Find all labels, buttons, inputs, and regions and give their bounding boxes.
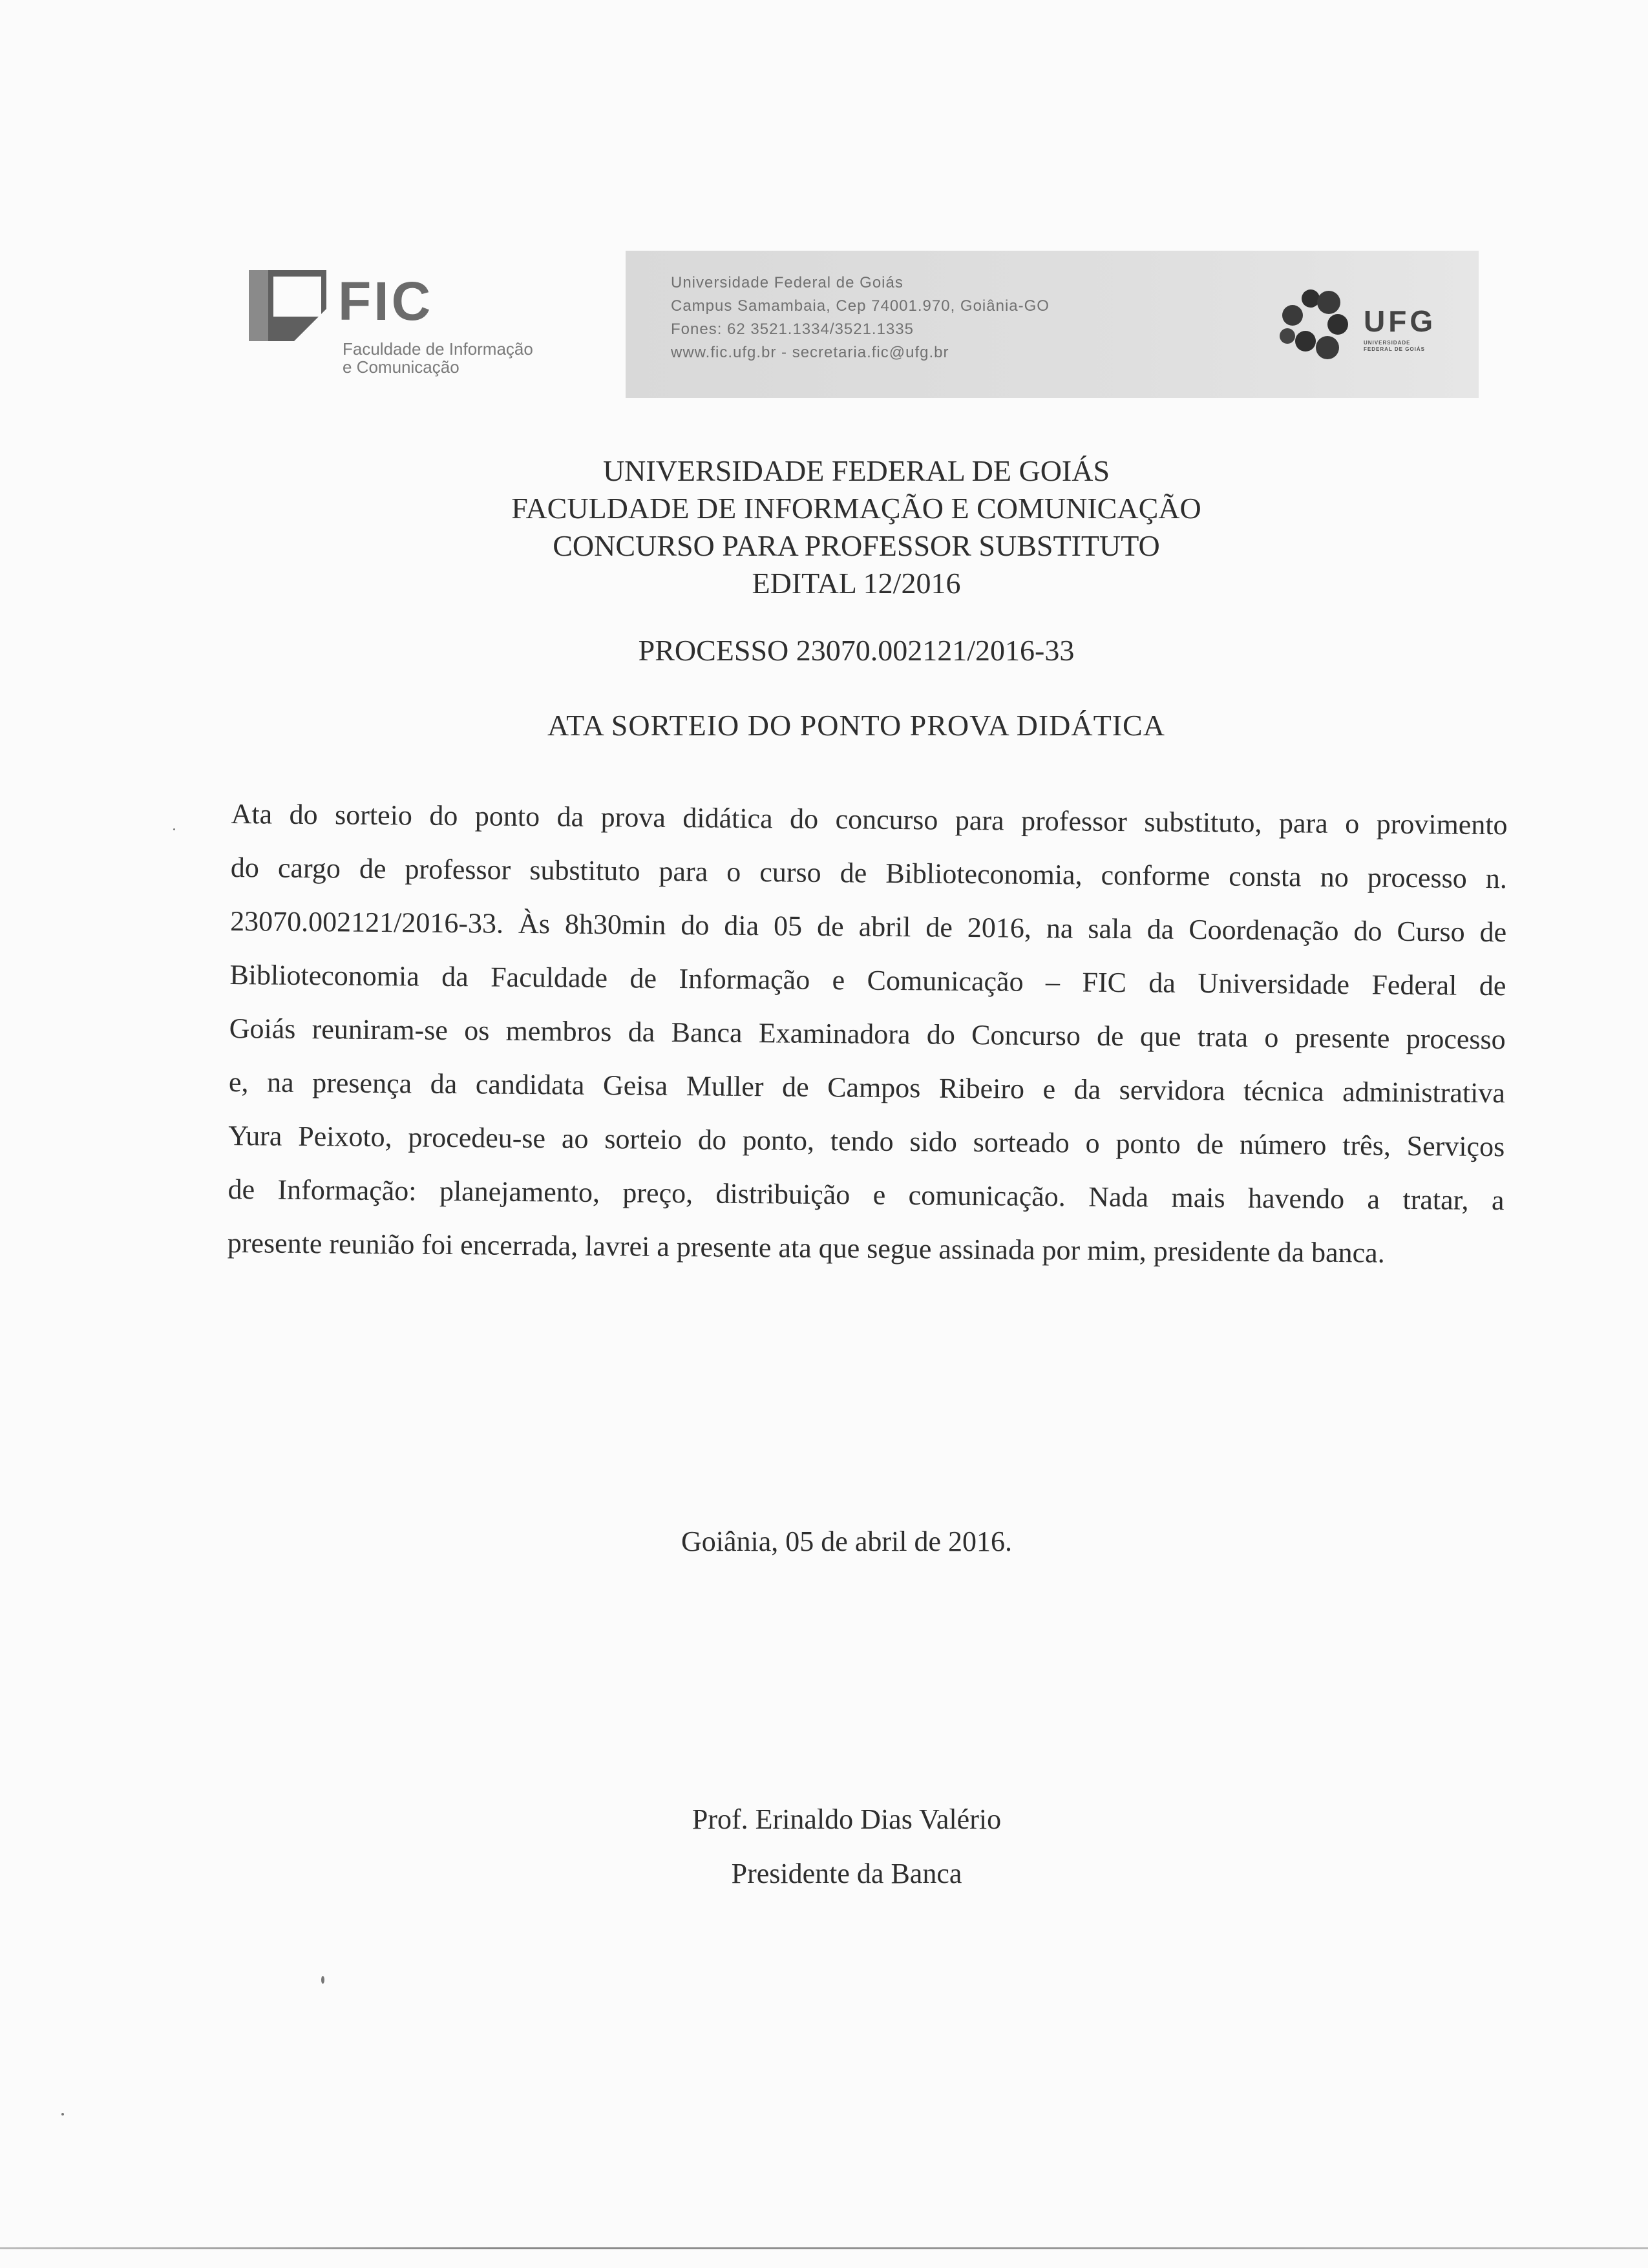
minutes-body [227, 787, 1507, 1281]
scan-speck [321, 1976, 324, 1984]
fic-subtitle-line2: e Comunicação [343, 357, 460, 377]
signer-name: Prof. Erinaldo Dias Valério [692, 1803, 1002, 1835]
ufg-name: UFG [1364, 304, 1437, 338]
body-line: do cargo de professor substituto para o curso de Biblioteconomia, conforme consta no processo n. [230, 851, 1508, 895]
body-line: de Informação: planejamento, preço, distribuição e comunicação. Nada mais havendo a tratar, a [227, 1173, 1505, 1217]
body-line: e, na presença da candidata Geisa Muller de Campos Ribeiro e da servidora técnica administrativa [228, 1066, 1506, 1109]
place-date: Goiânia, 05 de abril de 2016. [681, 1526, 1012, 1557]
ufg-subtitle-line2: FEDERAL DE GOIÁS [1364, 346, 1425, 352]
ufg-subtitle [1364, 340, 1461, 353]
body-line: Biblioteconomia da Faculdade de Informação e Comunicação – FIC da Universidade Federal de [229, 958, 1506, 1002]
scan-edge-line [0, 2247, 1648, 2249]
document-header [323, 452, 1389, 602]
ufg-subtitle-line1: UNIVERSIDADE [1364, 340, 1411, 346]
letterhead-contact [671, 271, 1050, 364]
body-line: 23070.002121/2016-33. Às 8h30min do dia 05 de abril de 2016, na sala da Coordenação do Curso de [229, 905, 1507, 949]
header-faculty: FACULDADE DE INFORMAÇÃO E COMUNICAÇÃO [511, 492, 1201, 525]
fic-name: FIC [338, 271, 434, 331]
process-number: PROCESSO 23070.002121/2016-33 [638, 634, 1075, 667]
contact-phones: Fones: 62 3521.1334/3521.1335 [671, 320, 914, 338]
fic-logo [249, 270, 578, 380]
minutes-title: ATA SORTEIO DO PONTO PROVA DIDÁTICA [547, 709, 1165, 742]
signature-block [582, 1792, 1112, 1901]
scan-speck [61, 2113, 64, 2116]
contact-web-email: www.fic.ufg.br - secretaria.fic@ufg.br [671, 344, 949, 361]
header-university: UNIVERSIDADE FEDERAL DE GOIÁS [602, 454, 1110, 487]
ufg-logo-icon [1273, 284, 1357, 368]
scan-speck [173, 828, 175, 830]
fic-subtitle [343, 340, 533, 376]
contact-university: Universidade Federal de Goiás [671, 274, 903, 291]
contact-address: Campus Samambaia, Cep 74001.970, Goiânia-GO [671, 297, 1050, 315]
header-edital: EDITAL 12/2016 [752, 567, 961, 600]
fic-subtitle-line1: Faculdade de Informação [343, 339, 533, 359]
body-line: Yura Peixoto, procedeu-se ao sorteio do ponto, tendo sido sorteado o ponto de número três, Serviços [228, 1119, 1505, 1163]
fic-logo-icon [249, 270, 326, 341]
ufg-logo [1273, 284, 1467, 368]
header-contest: CONCURSO PARA PROFESSOR SUBSTITUTO [553, 529, 1160, 562]
body-line: presente reunião foi encerrada, lavrei a presente ata que segue assinada por mim, presidente da banca. [227, 1226, 1385, 1269]
body-line: Ata do sorteio do ponto da prova didática do concurso para professor substituto, para o provimento [231, 797, 1508, 841]
body-line: Goiás reuniram-se os membros da Banca Examinadora do Concurso de que trata o presente processo [229, 1012, 1506, 1056]
signer-role: Presidente da Banca [731, 1858, 962, 1889]
